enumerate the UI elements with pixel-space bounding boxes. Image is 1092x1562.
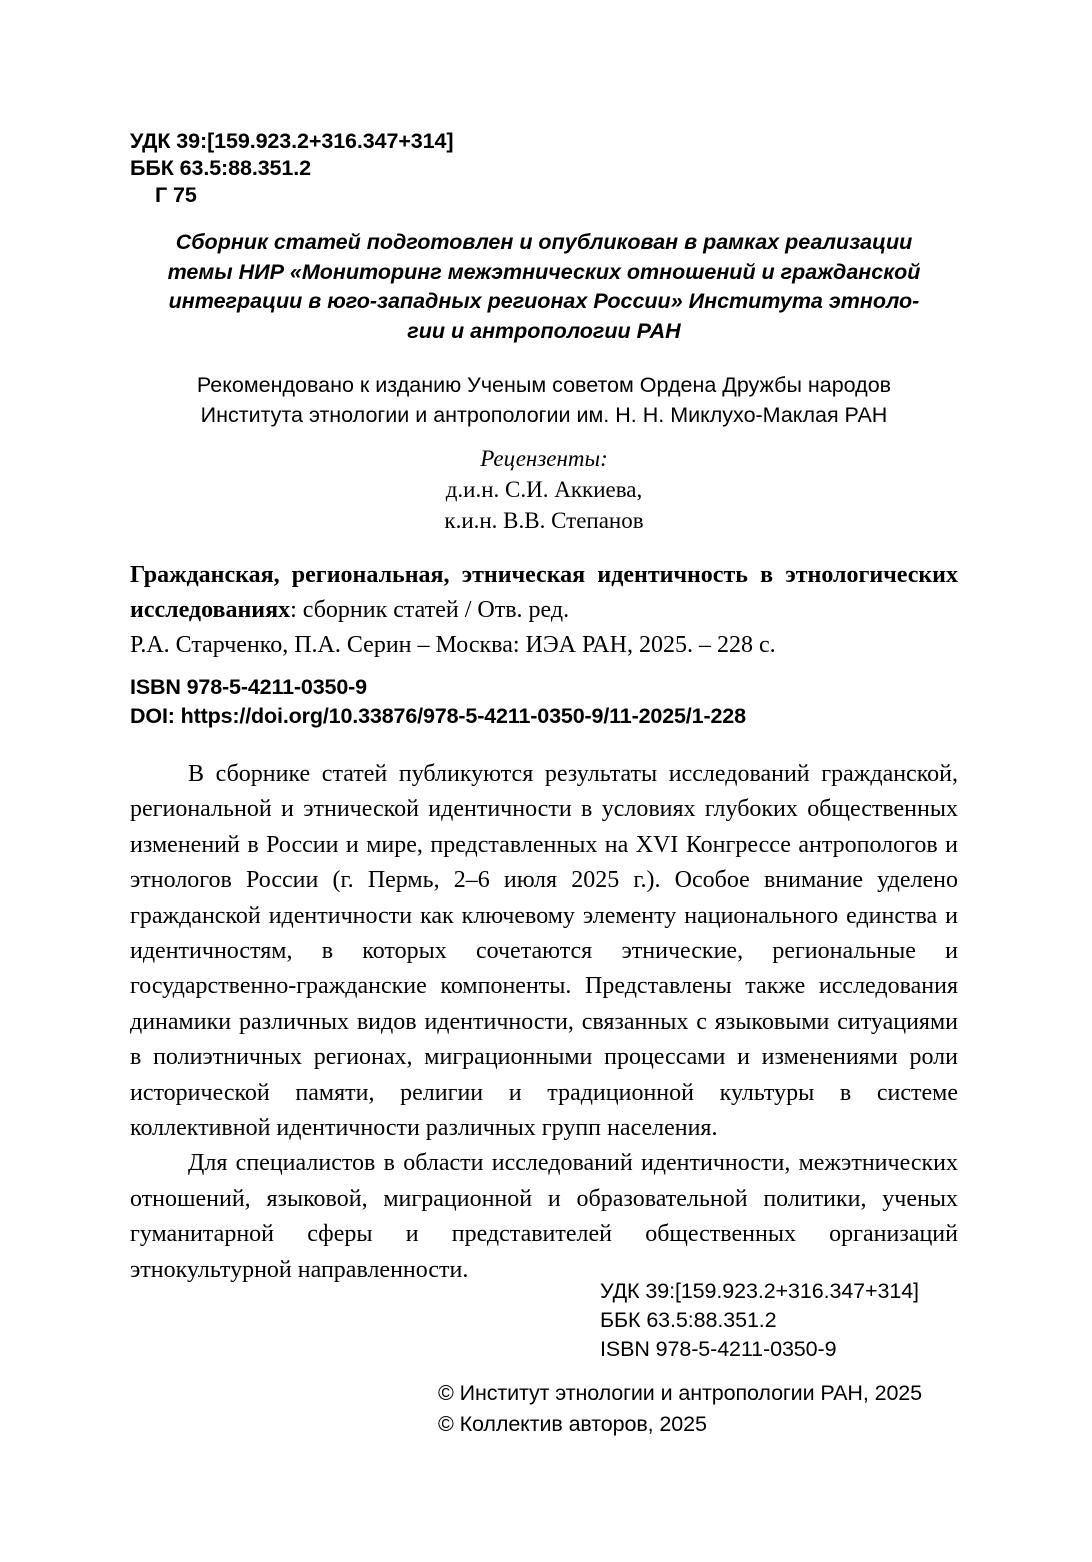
abstract-paragraph: Для специалистов в области исследований идентичности, межэтнических отношений, языковой, миграционной и образовательной политики, ученых гуманитарной сферы и представителей общественных организаций этнокультурной направленности. [130, 1150, 958, 1283]
book-title: Гражданская, региональная, этническая идентичность в этнологических исследованиях [130, 562, 958, 623]
bibliographic-record [130, 558, 958, 663]
isbn-value: ISBN 978-5-4211-0350-9 [130, 675, 367, 699]
recommendation-line-2: Института этнологии и антропологии им. Н. Н. Миклухо-Маклая РАН [200, 403, 888, 427]
udk-code-top: УДК 39:[159.923.2+316.347+314] [130, 129, 454, 153]
programme-note-line-2: темы НИР «Мониторинг межэтнических отношений и гражданской [167, 259, 921, 284]
copyright-line-institute: © Институт этнологии и антропологии РАН, 2025 [438, 1381, 923, 1405]
author-sign: Г 75 [155, 183, 197, 207]
abstract-paragraph: В сборнике статей публикуются результаты исследований гражданской, региональной и этнической идентичности в условиях глубоких общественных изменений в России и мире, представленных на XVI Конгрессе антропологов и этнологов России (г. Пермь, 2–6 июля 2025 г.). Особое внимание уделено гражданской идентичности как ключевому элементу национального единства и идентичностям, в которых сочетаются этнические, региональные и государственно-гражданские компоненты. Представлены также исследования динамики различных видов идентичности, связанных с языковыми ситуациями в полиэтничных регионах, миграционными процессами и изменениями роли исторической памяти, религии и традиционной культуры в системе коллективной идентичности различных групп населения. [130, 761, 958, 1142]
book-subtitle-editors: : сборник статей / Отв. ред. [290, 597, 570, 623]
abstract-block [130, 757, 958, 1288]
programme-note-line-3: интеграции в юго-западных регионах России» Института этноло- [168, 289, 920, 313]
reviewers-block [130, 443, 958, 536]
book-imprint: Р.А. Старченко, П.А. Серин – Москва: ИЭА РАН, 2025. – 228 с. [130, 632, 776, 658]
reviewer-item: д.и.н. С.И. Аккиева, [445, 477, 643, 502]
bbk-code-top: ББК 63.5:88.351.2 [130, 156, 311, 180]
copyright-block [438, 1378, 922, 1440]
classification-codes-bottom [600, 1277, 919, 1364]
recommendation-note [130, 370, 958, 430]
programme-note-line-1: Сборник статей подготовлен и опубликован в рамках реализации [175, 230, 913, 254]
isbn-code-bottom: ISBN 978-5-4211-0350-9 [600, 1337, 837, 1361]
reviewer-item: к.и.н. В.В. Степанов [444, 508, 644, 533]
doi-value[interactable]: DOI: https://doi.org/10.33876/978-5-4211-0350-9/11-2025/1-228 [130, 704, 746, 728]
udk-code-bottom: УДК 39:[159.923.2+316.347+314] [600, 1279, 919, 1303]
copyright-line-authors: © Коллектив авторов, 2025 [438, 1412, 707, 1436]
programme-note [130, 228, 958, 346]
reviewers-heading: Рецензенты: [480, 446, 608, 471]
classification-codes-top [130, 128, 958, 209]
programme-note-line-4: гии и антропологии РАН [407, 318, 681, 343]
recommendation-line-1: Рекомендовано к изданию Ученым советом Ордена Дружбы народов [196, 373, 892, 397]
bbk-code-bottom: ББК 63.5:88.351.2 [600, 1308, 777, 1332]
identifiers-block [130, 673, 958, 731]
